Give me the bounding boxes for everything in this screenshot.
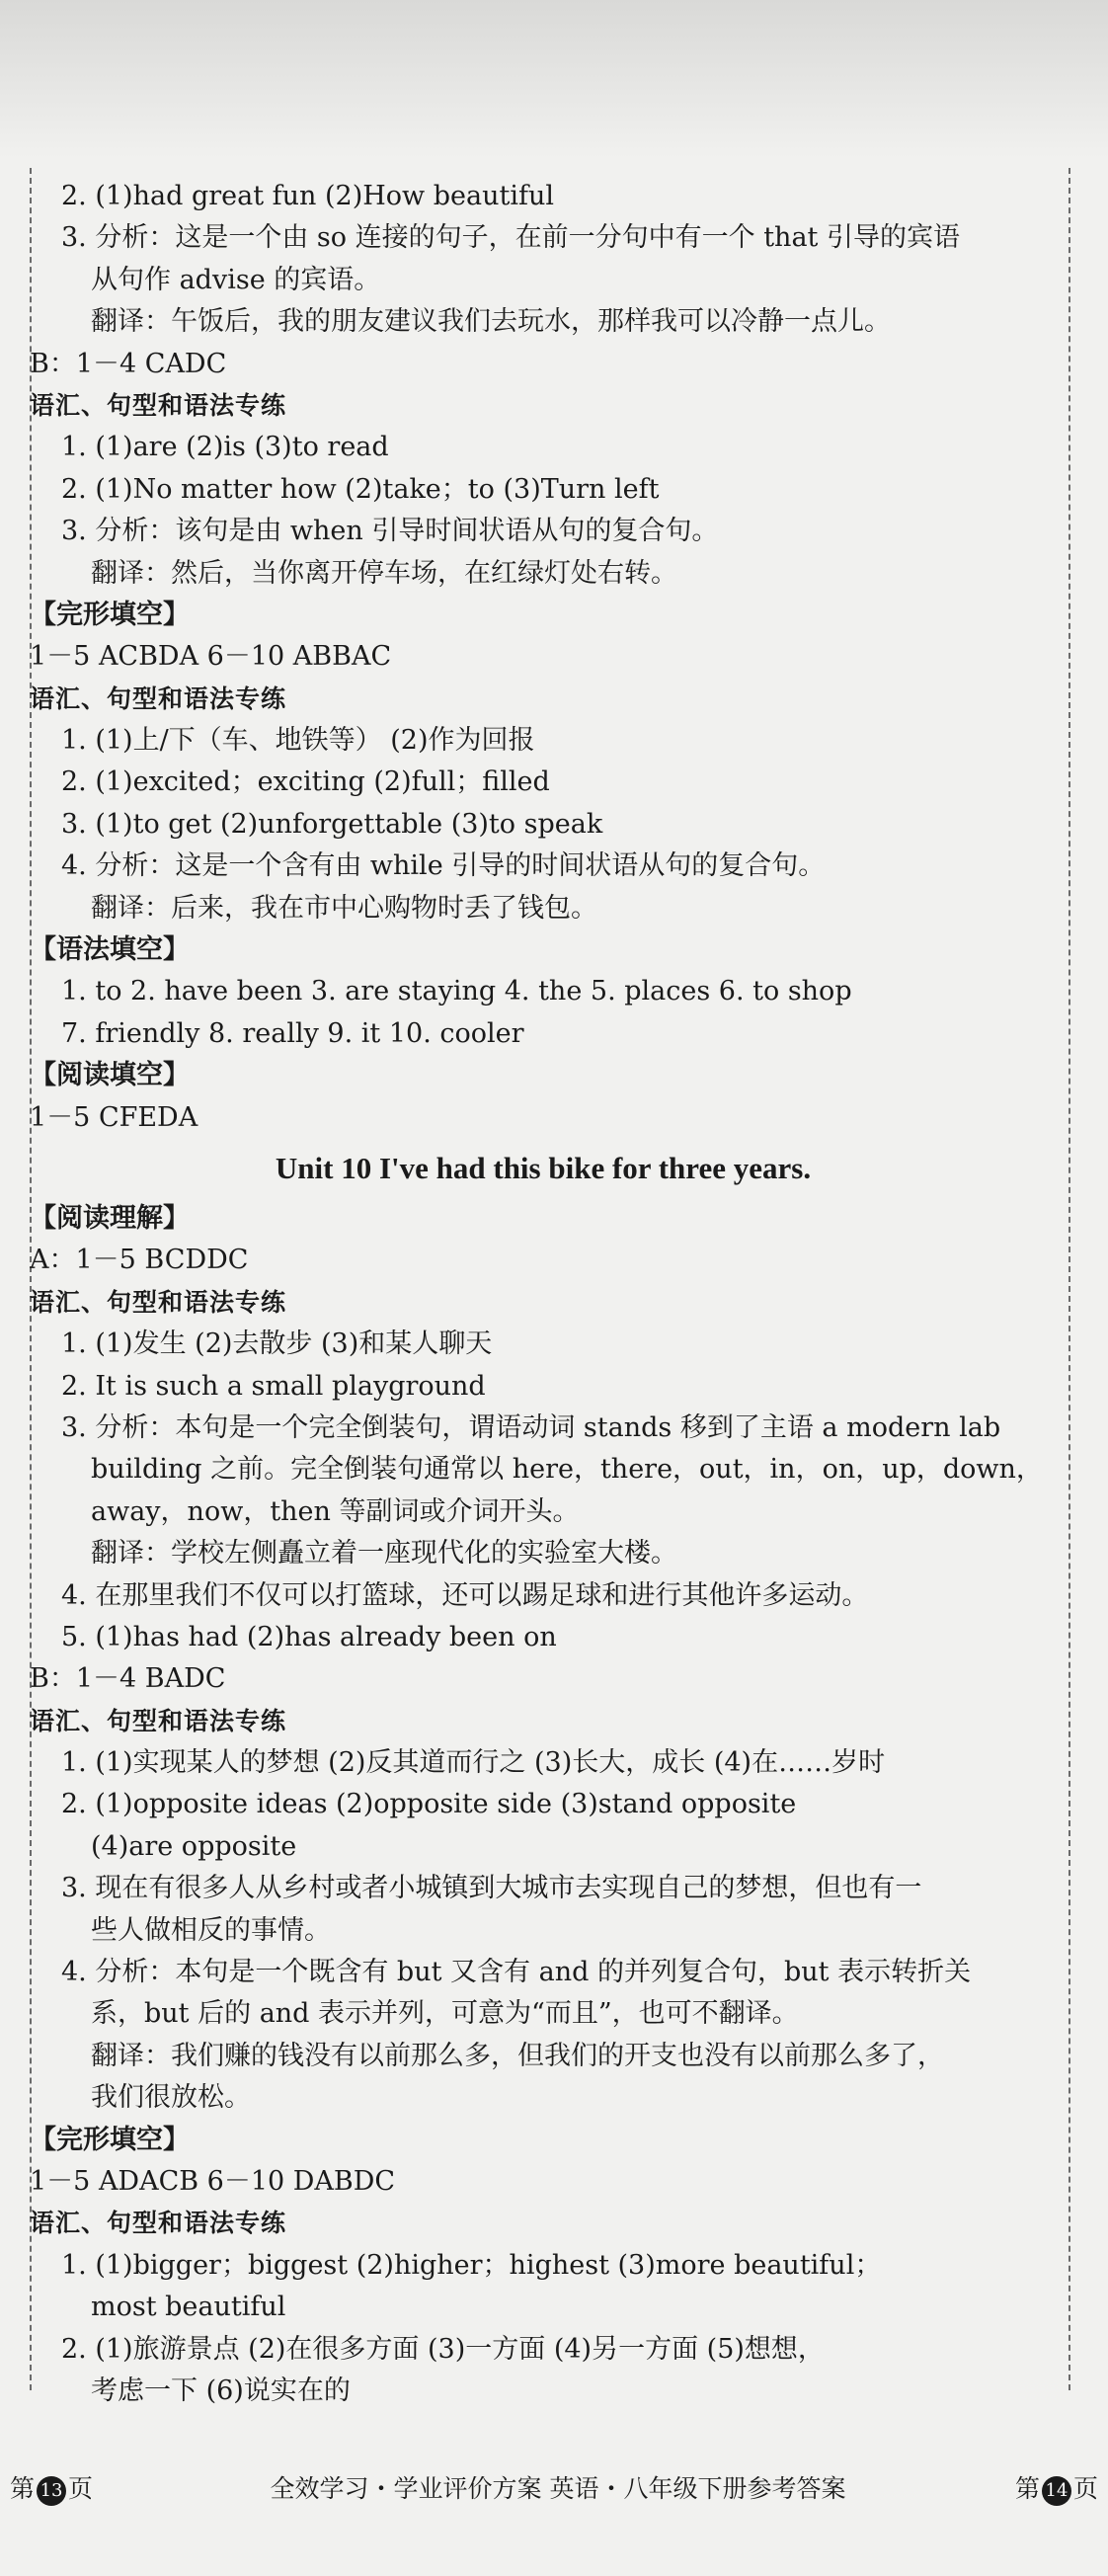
answer-line: 4. 在那里我们不仅可以打篮球，还可以踢足球和进行其他许多运动。: [61, 1579, 869, 1611]
answer-line: 7. friendly 8. really 9. it 10. cooler: [61, 1017, 524, 1049]
answer-line: 1－5 CFEDA: [30, 1101, 198, 1133]
scan-top-shade: [0, 0, 1108, 158]
answer-line: 1－5 ADACB 6－10 DABDC: [30, 2165, 396, 2197]
unit-title: Unit 10 I've had this bike for three years.: [275, 1150, 812, 1185]
answer-line: 2. (1)No matter how (2)take；to (3)Turn left: [61, 473, 660, 505]
subsection-heading: 语汇、句型和语法专练: [30, 1706, 287, 1735]
answer-line: 2. (1)excited；exciting (2)full；filled: [61, 766, 550, 798]
answer-line: 些人做相反的事情。: [91, 1914, 331, 1946]
right-page-number: 第 14 页: [1015, 2459, 1098, 2519]
subsection-heading: 语汇、句型和语法专练: [30, 684, 287, 713]
answer-line: 从句作 advise 的宾语。: [91, 264, 381, 295]
section-heading: 【完形填空】: [30, 599, 190, 630]
answer-line: 翻译：后来，我在市中心购物时丢了钱包。: [91, 892, 597, 924]
answer-line: 系，but 后的 and 表示并列，可意为“而且”，也可不翻译。: [91, 1998, 799, 2030]
answer-line: 1. (1)实现某人的梦想 (2)反其道而行之 (3)长大，成长 (4)在……岁时: [61, 1747, 886, 1779]
answer-line: 1. (1)are (2)is (3)to read: [61, 432, 389, 463]
answer-line: B：1－4 BADC: [30, 1663, 226, 1695]
subsection-heading: 语汇、句型和语法专练: [30, 2209, 287, 2238]
answer-line: 2. (1)opposite ideas (2)opposite side (3)stand opposite: [61, 1789, 797, 1820]
answer-line: 我们很放松。: [91, 2082, 251, 2114]
answer-line: 4. 分析：本句是一个既含有 but 又含有 and 的并列复合句，but 表示转折关: [61, 1957, 972, 1988]
answer-line: 考虑一下 (6)说实在的: [91, 2375, 351, 2406]
section-heading: 【语法填空】: [30, 934, 190, 966]
answer-line: 3. 分析：本句是一个完全倒装句，谓语动词 stands 移到了主语 a modern lab: [61, 1411, 1001, 1443]
answer-line: 2. It is such a small playground: [61, 1370, 486, 1402]
subsection-heading: 语汇、句型和语法专练: [30, 1287, 287, 1317]
answer-line: 3. 分析：该句是由 when 引导时间状语从句的复合句。: [61, 516, 719, 547]
answer-line: B：1－4 CADC: [30, 348, 227, 379]
left-page-number: 第 13 页: [10, 2459, 93, 2519]
answer-line: 2. (1)had great fun (2)How beautiful: [61, 181, 554, 211]
answer-line: building 之前。完全倒装句通常以 here，there，out，in，on，up，down，: [91, 1454, 1043, 1486]
answer-line: (4)are opposite: [91, 1830, 297, 1862]
answer-line: 4. 分析：这是一个含有由 while 引导的时间状语从句的复合句。: [61, 850, 826, 882]
answer-line: away，now，then 等副词或介词开头。: [91, 1495, 580, 1527]
section-heading: 【阅读填空】: [30, 1060, 190, 1091]
answer-line: 翻译：学校左侧矗立着一座现代化的实验室大楼。: [91, 1538, 677, 1570]
answer-line: 3. 现在有很多人从乡村或者小城镇到大城市去实现自己的梦想，但也有一: [61, 1873, 922, 1904]
answer-content: [30, 176, 1057, 2412]
section-heading: 【阅读理解】: [30, 1202, 190, 1234]
answer-line: 1. to 2. have been 3. are staying 4. the 5. places 6. to shop: [61, 976, 852, 1007]
answer-line: most beautiful: [91, 2292, 286, 2323]
answer-line: 3. (1)to get (2)unforgettable (3)to speak: [61, 808, 603, 840]
answer-line: 1. (1)发生 (2)去散步 (3)和某人聊天: [61, 1328, 493, 1360]
answer-line: 1. (1)bigger；biggest (2)higher；highest (3)more beautiful；: [61, 2249, 882, 2281]
section-heading: 【完形填空】: [30, 2124, 190, 2155]
answer-line: 1. (1)上/下（车、地铁等） (2)作为回报: [61, 725, 535, 757]
answer-line: 1－5 ACBDA 6－10 ABBAC: [30, 641, 392, 673]
answer-line: 5. (1)has had (2)has already been on: [61, 1621, 557, 1652]
answer-line: A：1－5 BCDDC: [30, 1245, 249, 1276]
answer-line: 2. (1)旅游景点 (2)在很多方面 (3)一方面 (4)另一方面 (5)想想，: [61, 2333, 825, 2365]
answer-line: 翻译：我们赚的钱没有以前那么多，但我们的开支也没有以前那么多了，: [91, 2040, 944, 2071]
page-footer: [0, 2459, 1108, 2519]
footer-title: 全效学习・学业评价方案 英语・八年级下册参考答案: [270, 2474, 846, 2503]
answer-line: 3. 分析：这是一个由 so 连接的句子，在前一分句中有一个 that 引导的宾语: [61, 222, 960, 254]
answer-line: 翻译：然后，当你离开停车场，在红绿灯处右转。: [91, 557, 677, 589]
answer-line: 翻译：午饭后，我的朋友建议我们去玩水，那样我可以冷静一点儿。: [91, 306, 891, 338]
subsection-heading: 语汇、句型和语法专练: [30, 390, 287, 420]
